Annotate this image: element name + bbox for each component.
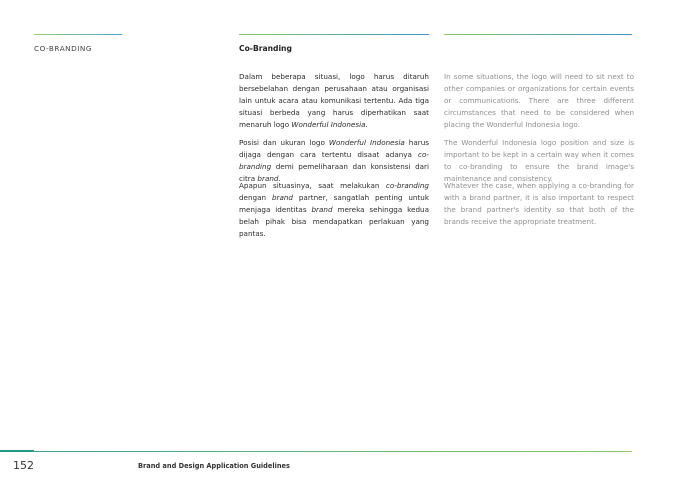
italic-term: co-branding — [239, 150, 429, 172]
paragraph-id-2: Posisi dan ukuran logo Wonderful Indonesia harus dijaga dengan cara tertentu disaat adanya co-branding demi pemeliharaan dan konsistensi dari citra brand. — [239, 138, 430, 184]
paragraph-id-1: Dalam beberapa situasi, logo harus ditaruh bersebelahan dengan perusahaan atau organisasi lain untuk acara atau komunikasi tertentu. Ada tiga situasi berbeda yang harus diperhatikan saat menaruh logo Wonderful Indonesia. — [239, 72, 429, 130]
italic-term: brand — [311, 205, 333, 215]
paragraph-en-1: In some situations, the logo will need to sit next to other companies or organizations for certain events or communications. There are three different circumstances that need to be considered when placing the Wonderful Indonesia logo. — [444, 72, 634, 130]
top-rule-left — [34, 34, 122, 35]
italic-term: Wonderful Indonesia — [291, 120, 366, 130]
page-number: 152 — [13, 459, 34, 472]
italic-term: brand — [271, 193, 293, 203]
paragraph-id-3: Apapun situasinya, saat melakukan co-branding dengan brand partner, sangatlah penting untuk menjaga identitas brand mereka sehingga kedua belah pihak bisa mendapatkan perlakuan yang pantas. — [239, 181, 429, 239]
column-title: Co-Branding — [239, 44, 292, 53]
top-rule-right — [444, 34, 632, 35]
italic-term: Wonderful Indonesia — [328, 138, 405, 147]
italic-term: co-branding — [385, 181, 429, 190]
footer-rule — [34, 451, 632, 452]
top-rule-middle — [239, 34, 429, 35]
section-label: CO-BRANDING — [34, 44, 93, 53]
footer-title: Brand and Design Application Guidelines — [138, 462, 290, 470]
footer-rule-accent — [0, 450, 34, 452]
paragraph-en-3: Whatever the case, when applying a co-branding for with a brand partner, it is also important to respect the brand partner's identity so that both of the brands receive the appropriate treatment. — [444, 181, 634, 227]
italic-term: brand — [257, 174, 279, 184]
paragraph-en-2: The Wonderful Indonesia logo position and size is important to be kept in a certain way when it comes to co-branding to ensure the brand image's maintenance and consistency. — [444, 138, 634, 184]
